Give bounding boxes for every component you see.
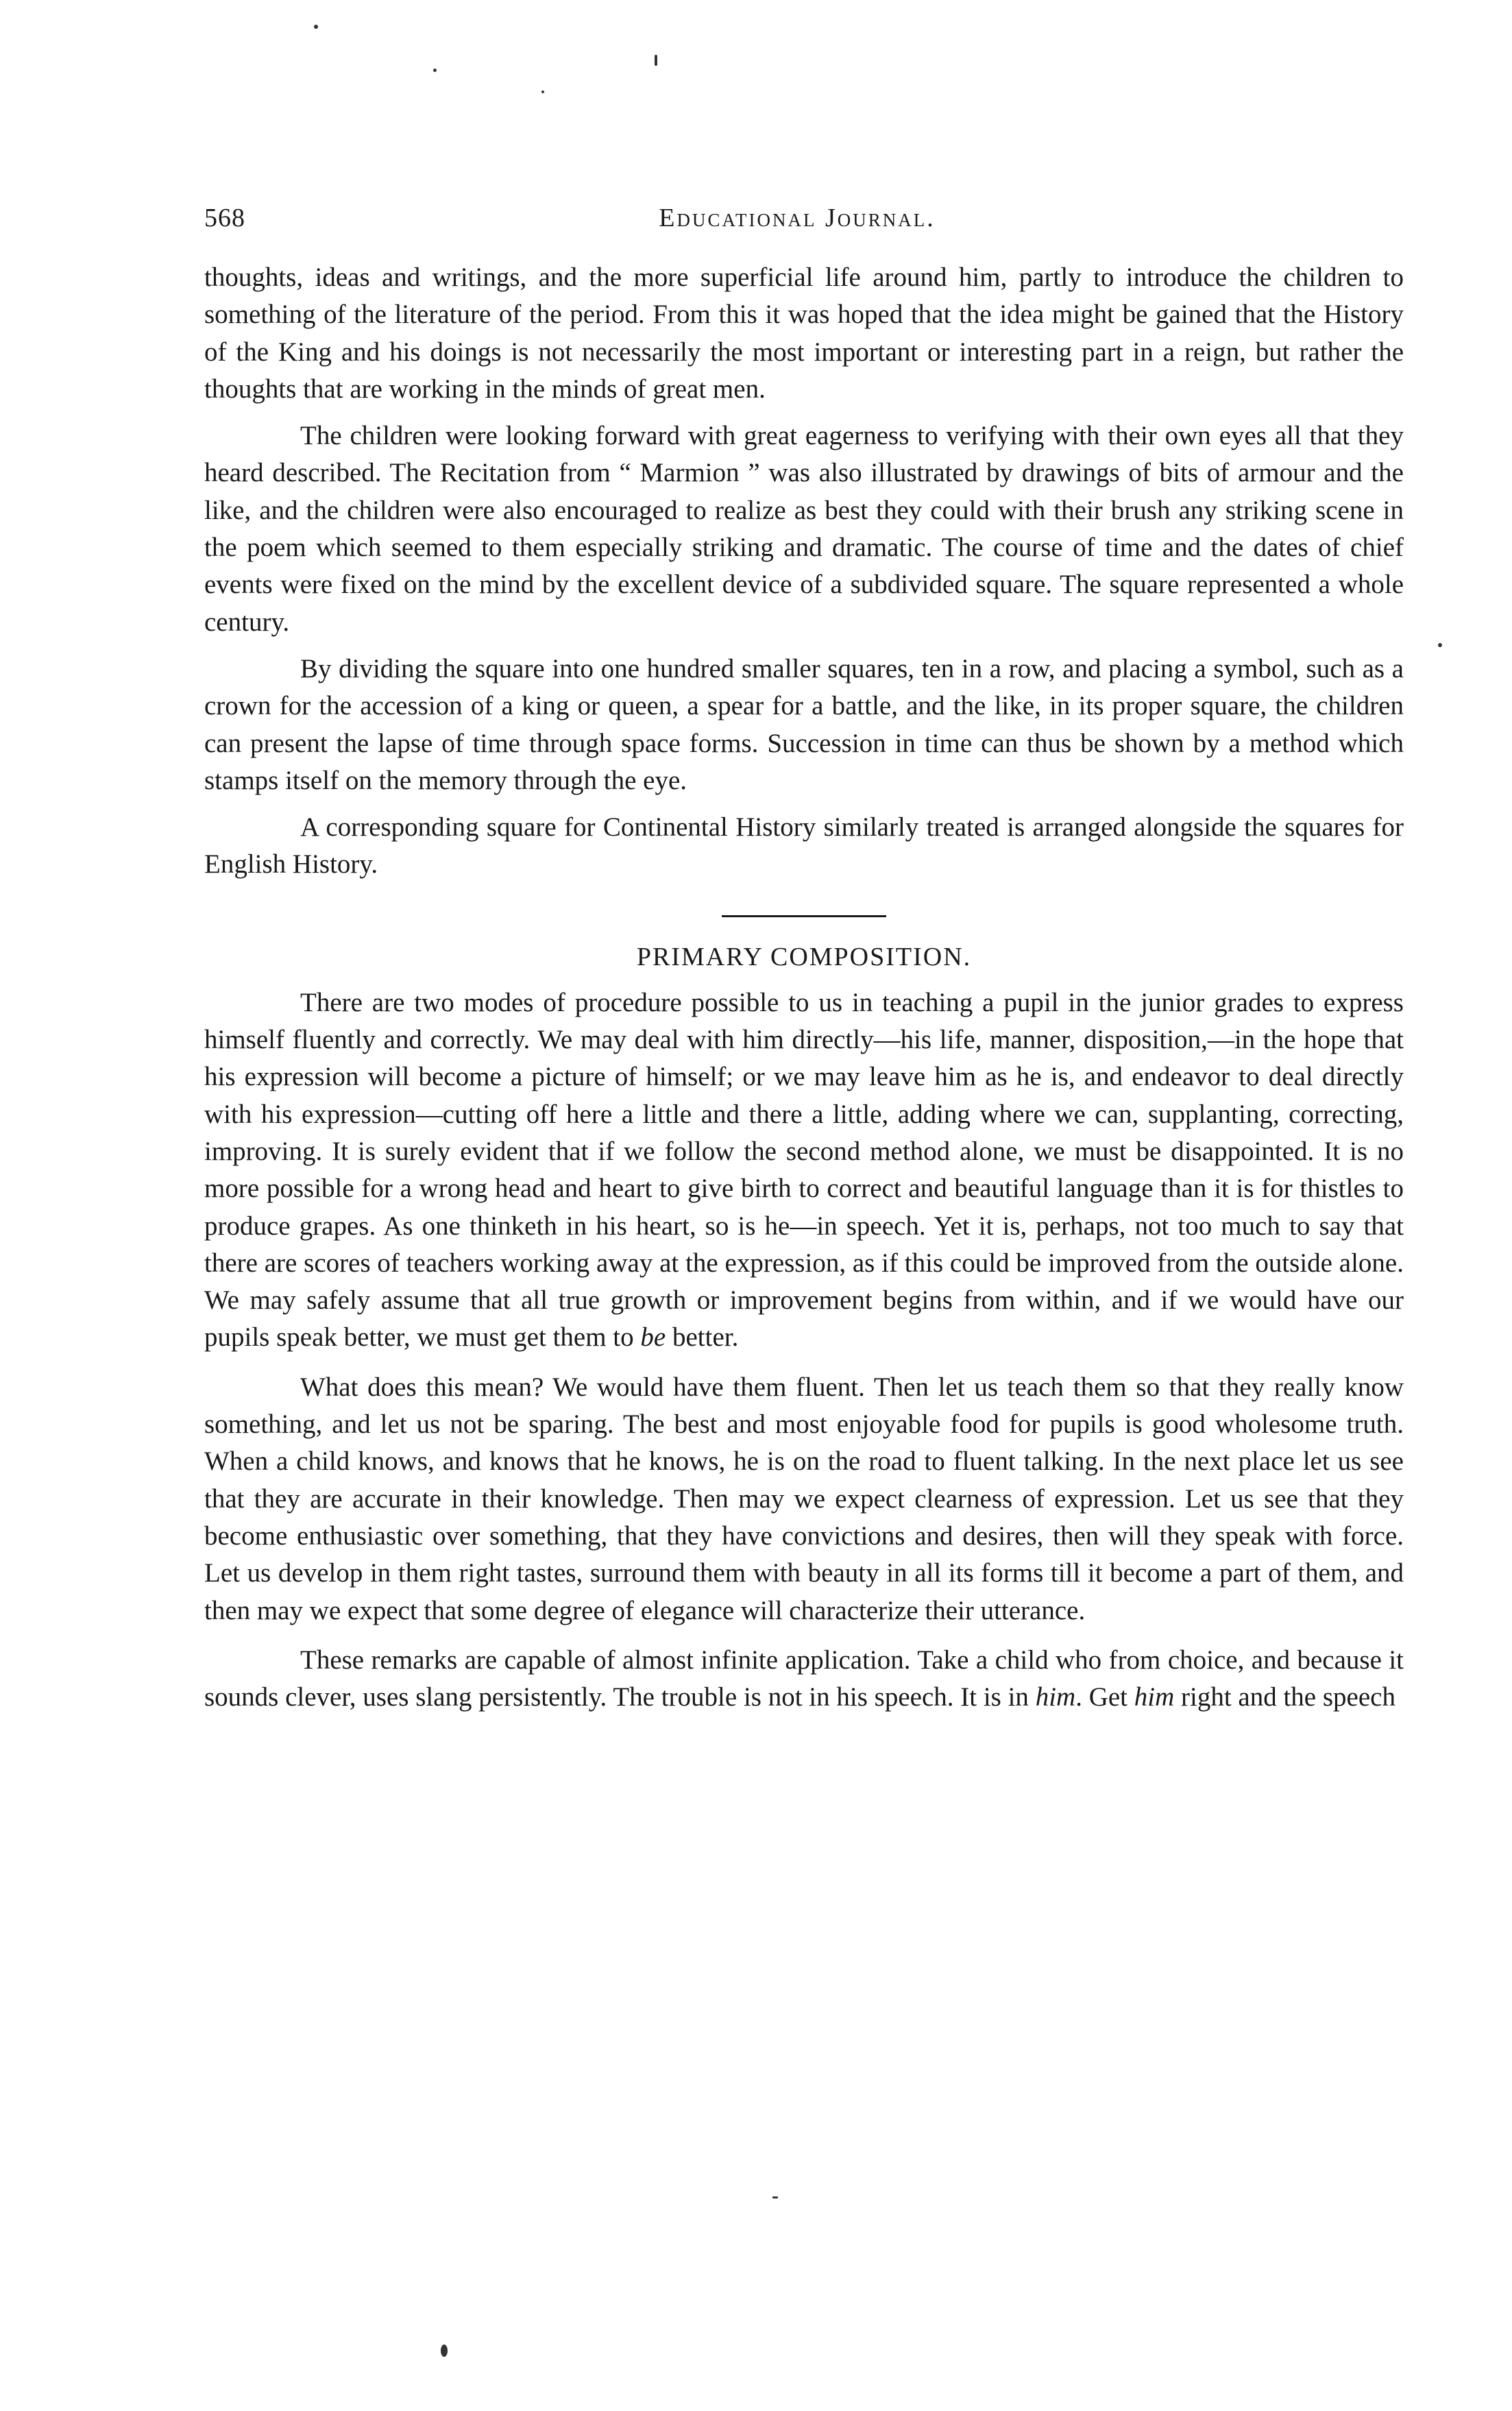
emphasis-text: him [1134,1682,1175,1712]
scan-speck [541,90,544,93]
scan-speck [655,55,657,66]
scan-speck [314,25,318,29]
paragraph-text: . Get [1075,1682,1134,1712]
scan-speck [1438,643,1442,647]
paragraph-text: What does this mean? We would have them fluent. Then let us teach them so that they really know something, and let us not be sparing. The best and most enjoyable food for pupils is good wholesome truth. When a child knows, and knows that he knows, he is on the road to fluent talking. In the next place let us see that they are accurate in their knowledge. Then may we expect clearness of expression. Let us see that they become enthusiastic over something, that they have convictions and desires, then will they speak with force. Let us develop in them right tastes, surround them with beauty in all its forms till it become a part of them, and then may we expect that some degree of elegance will characterize their utterance. [204,1372,1404,1625]
page-header [204,203,1390,244]
paragraph [204,1369,1404,1629]
running-head: Educational Journal. [659,204,936,232]
section-divider [722,915,886,917]
emphasis-text: be [640,1322,666,1353]
paragraph-continued: thoughts, ideas and writings, and the more superficial life around him, partly to introduce the children to something of the literature of the period. From this it was hoped that the idea might be gained that the History of the King and his doings is not necessarily the most important or interesting part in a reign, but rather the thoughts that are working in the minds of great men. [204,263,1404,404]
paragraph-text: better. [666,1322,739,1353]
page-body [204,259,1404,1716]
page-number: 568 [204,204,245,232]
paragraph-text: These remarks are capable of almost infinite application. Take a child who from choice, and because it sounds clever, uses slang persistently. The trouble is not in his speech. It is in [204,1645,1404,1712]
section-title: PRIMARY COMPOSITION. [636,942,972,971]
paragraph: The children were looking forward with great eagerness to verifying with their own eyes all that they heard described. The Recitation from “ Marmion ” was also illustrated by drawings of bits of armour and the like, and the children were also encouraged to realize as best they could with their brush any striking scene in the poem which seemed to them especially striking and dramatic. The course of time and the dates of chief events were fixed on the mind by the excellent device of a subdivided square. The square represented a whole century. [204,421,1404,637]
paragraph: By dividing the square into one hundred smaller squares, ten in a row, and placing a symbol, such as a crown for the accession of a king or queen, a spear for a battle, and the like, in its proper square, the children can present the lapse of time through space forms. Succession in time can thus be shown by a method which stamps itself on the memory through the eye. [204,653,1404,795]
paragraph: A corresponding square for Continental History similarly treated is arranged alongside the squares for English History. [204,812,1404,880]
scan-speck [441,2345,448,2357]
paragraph-text: There are two modes of procedure possible to us in teaching a pupil in the junior grades to express himself fluently and correctly. We may deal with him directly—his life, manner, disposition,—in the hope that his expression will become a picture of himself; or we may leave him as he is, and endeavor to deal directly with his expression—cutting off here a little and there a little, adding where we can, supplanting, correcting, improving. It is surely evident that if we follow the second method alone, we must be disappointed. It is no more possible for a wrong head and heart to give birth to correct and beautiful language than it is for thistles to produce grapes. As one thinketh in his heart, so is he—in speech. Yet it is, perhaps, not too much to say that there are scores of teachers working away at the expression, as if this could be improved from the outside alone. We may safely assume that all true growth or improvement begins from within, and if we would have our pupils speak better, we must get them to [204,987,1404,1353]
paragraph [204,1642,1404,1717]
paragraph [204,984,1404,1357]
emphasis-text: him [1035,1682,1076,1712]
paragraph-text: right and the speech [1174,1682,1395,1712]
scan-speck [772,2196,778,2198]
scan-speck [433,69,437,72]
